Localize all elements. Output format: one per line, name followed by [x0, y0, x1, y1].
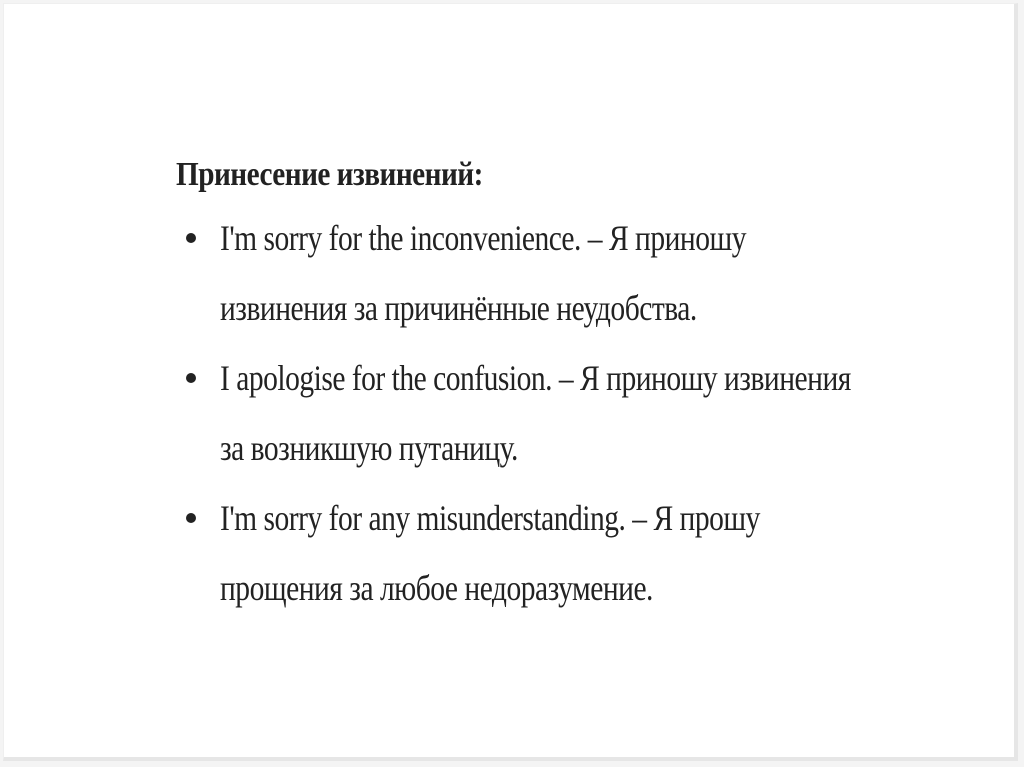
bullet-icon	[186, 373, 196, 383]
phrase-item	[176, 483, 916, 623]
phrase-line-russian: прощения за любое недоразумение.	[220, 568, 653, 608]
phrase-line-english: I apologise for the confusion. – Я приношу извинения	[220, 358, 851, 398]
phrase-line-russian: извинения за причинённые неудобства.	[220, 288, 697, 328]
bullet-icon	[186, 233, 196, 243]
slide-content	[176, 147, 916, 623]
phrase-list	[176, 203, 916, 623]
slide-heading: Принесение извинений:	[176, 156, 483, 193]
phrase-line-russian: за возникшую путаницу.	[220, 428, 518, 468]
phrase-line-english: I'm sorry for any misunderstanding. – Я прошу	[220, 498, 760, 538]
bullet-icon	[186, 513, 196, 523]
slide	[3, 3, 1018, 761]
phrase-item	[176, 343, 916, 483]
phrase-item	[176, 203, 916, 343]
phrase-line-english: I'm sorry for the inconvenience. – Я приношу	[220, 218, 746, 258]
